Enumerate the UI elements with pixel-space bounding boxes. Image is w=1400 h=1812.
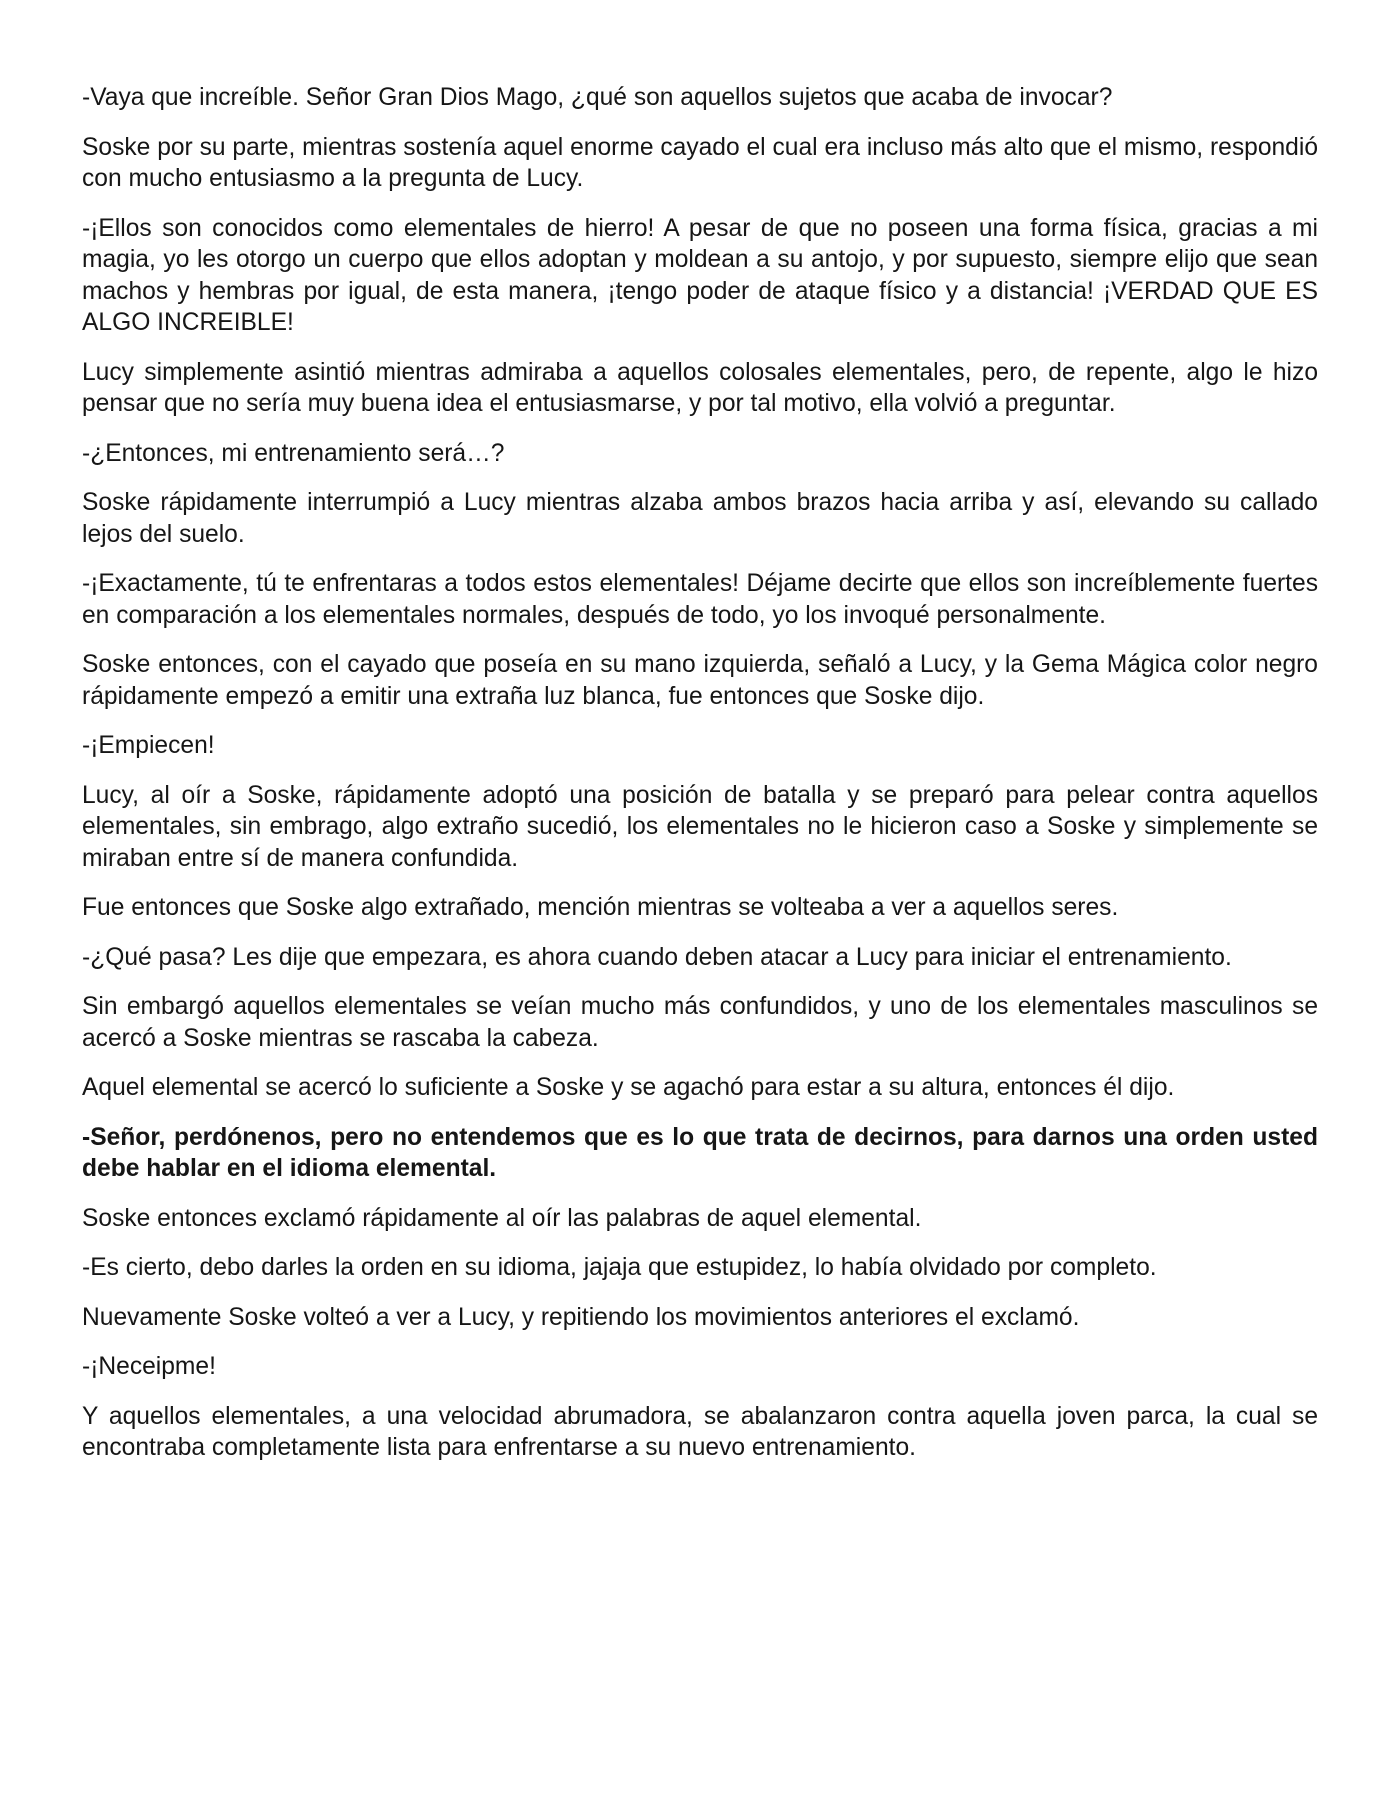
paragraph-bold: -Señor, perdónenos, pero no entendemos que es lo que trata de decirnos, para darnos una orden usted debe hablar en el idioma elemental. (82, 1123, 1318, 1182)
paragraph: Nuevamente Soske volteó a ver a Lucy, y repitiendo los movimientos anteriores el exclamó. (82, 1303, 1080, 1331)
paragraph: -¡Neceipme! (82, 1353, 216, 1380)
document-page (82, 82, 1318, 1482)
paragraph: Y aquellos elementales, a una velocidad abrumadora, se abalanzaron contra aquella joven parca, la cual se encontraba completamente lista para enfrentarse a su nuevo entrenamiento. (82, 1402, 1318, 1461)
paragraph: Sin embargó aquellos elementales se veían mucho más confundidos, y uno de los elementales masculinos se acercó a Soske mientras se rascaba la cabeza. (82, 993, 1318, 1052)
paragraph: -¡Exactamente, tú te enfrentaras a todos estos elementales! Déjame decirte que ellos son increíblemente fuertes en comparación a los elementales normales, después de todo, yo los invoqué personalmente. (82, 570, 1318, 629)
paragraph: Soske entonces exclamó rápidamente al oír las palabras de aquel elemental. (82, 1204, 922, 1232)
paragraph: -¡Empiecen! (82, 732, 215, 759)
paragraph: Lucy simplemente asintió mientras admiraba a aquellos colosales elementales, pero, de repente, algo le hizo pensar que no sería muy buena idea el entusiasmarse, y por tal motivo, ella volvió a preguntar. (82, 358, 1318, 417)
paragraph: Aquel elemental se acercó lo suficiente a Soske y se agachó para estar a su altura, entonces él dijo. (82, 1074, 1175, 1101)
paragraph: -Vaya que increíble. Señor Gran Dios Mago, ¿qué son aquellos sujetos que acaba de invocar? (82, 84, 1113, 111)
paragraph: Fue entonces que Soske algo extrañado, mención mientras se volteaba a ver a aquellos seres. (82, 894, 1119, 921)
paragraph: Soske por su parte, mientras sostenía aquel enorme cayado el cual era incluso más alto que el mismo, respondió con mucho entusiasmo a la pregunta de Lucy. (82, 133, 1318, 192)
paragraph: Soske entonces, con el cayado que poseía en su mano izquierda, señaló a Lucy, y la Gema Mágica color negro rápidamente empezó a emitir una extraña luz blanca, fue entonces que Soske dijo. (82, 651, 1318, 710)
paragraph: -¿Entonces, mi entrenamiento será…? (82, 439, 505, 467)
paragraph: -¡Ellos son conocidos como elementales de hierro! A pesar de que no poseen una forma física, gracias a mi magia, yo les otorgo un cuerpo que ellos adoptan y moldean a su antojo, y por supuesto, siempre elijo que sean machos y hembras por igual, de esta manera, ¡tengo poder de ataque físico y a distancia! ¡VERDAD QUE ES ALGO INCREIBLE! (82, 214, 1318, 336)
paragraph: -Es cierto, debo darles la orden en su idioma, jajaja que estupidez, lo había olvidado por completo. (82, 1254, 1157, 1281)
paragraph: Soske rápidamente interrumpió a Lucy mientras alzaba ambos brazos hacia arriba y así, elevando su callado lejos del suelo. (82, 489, 1318, 548)
paragraph: Lucy, al oír a Soske, rápidamente adoptó una posición de batalla y se preparó para pelear contra aquellos elementales, sin embrago, algo extraño sucedió, los elementales no le hicieron caso a Soske y simplemente se miraban entre sí de manera confundida. (82, 781, 1318, 872)
paragraph: -¿Qué pasa? Les dije que empezara, es ahora cuando deben atacar a Lucy para iniciar el entrenamiento. (82, 943, 1232, 971)
